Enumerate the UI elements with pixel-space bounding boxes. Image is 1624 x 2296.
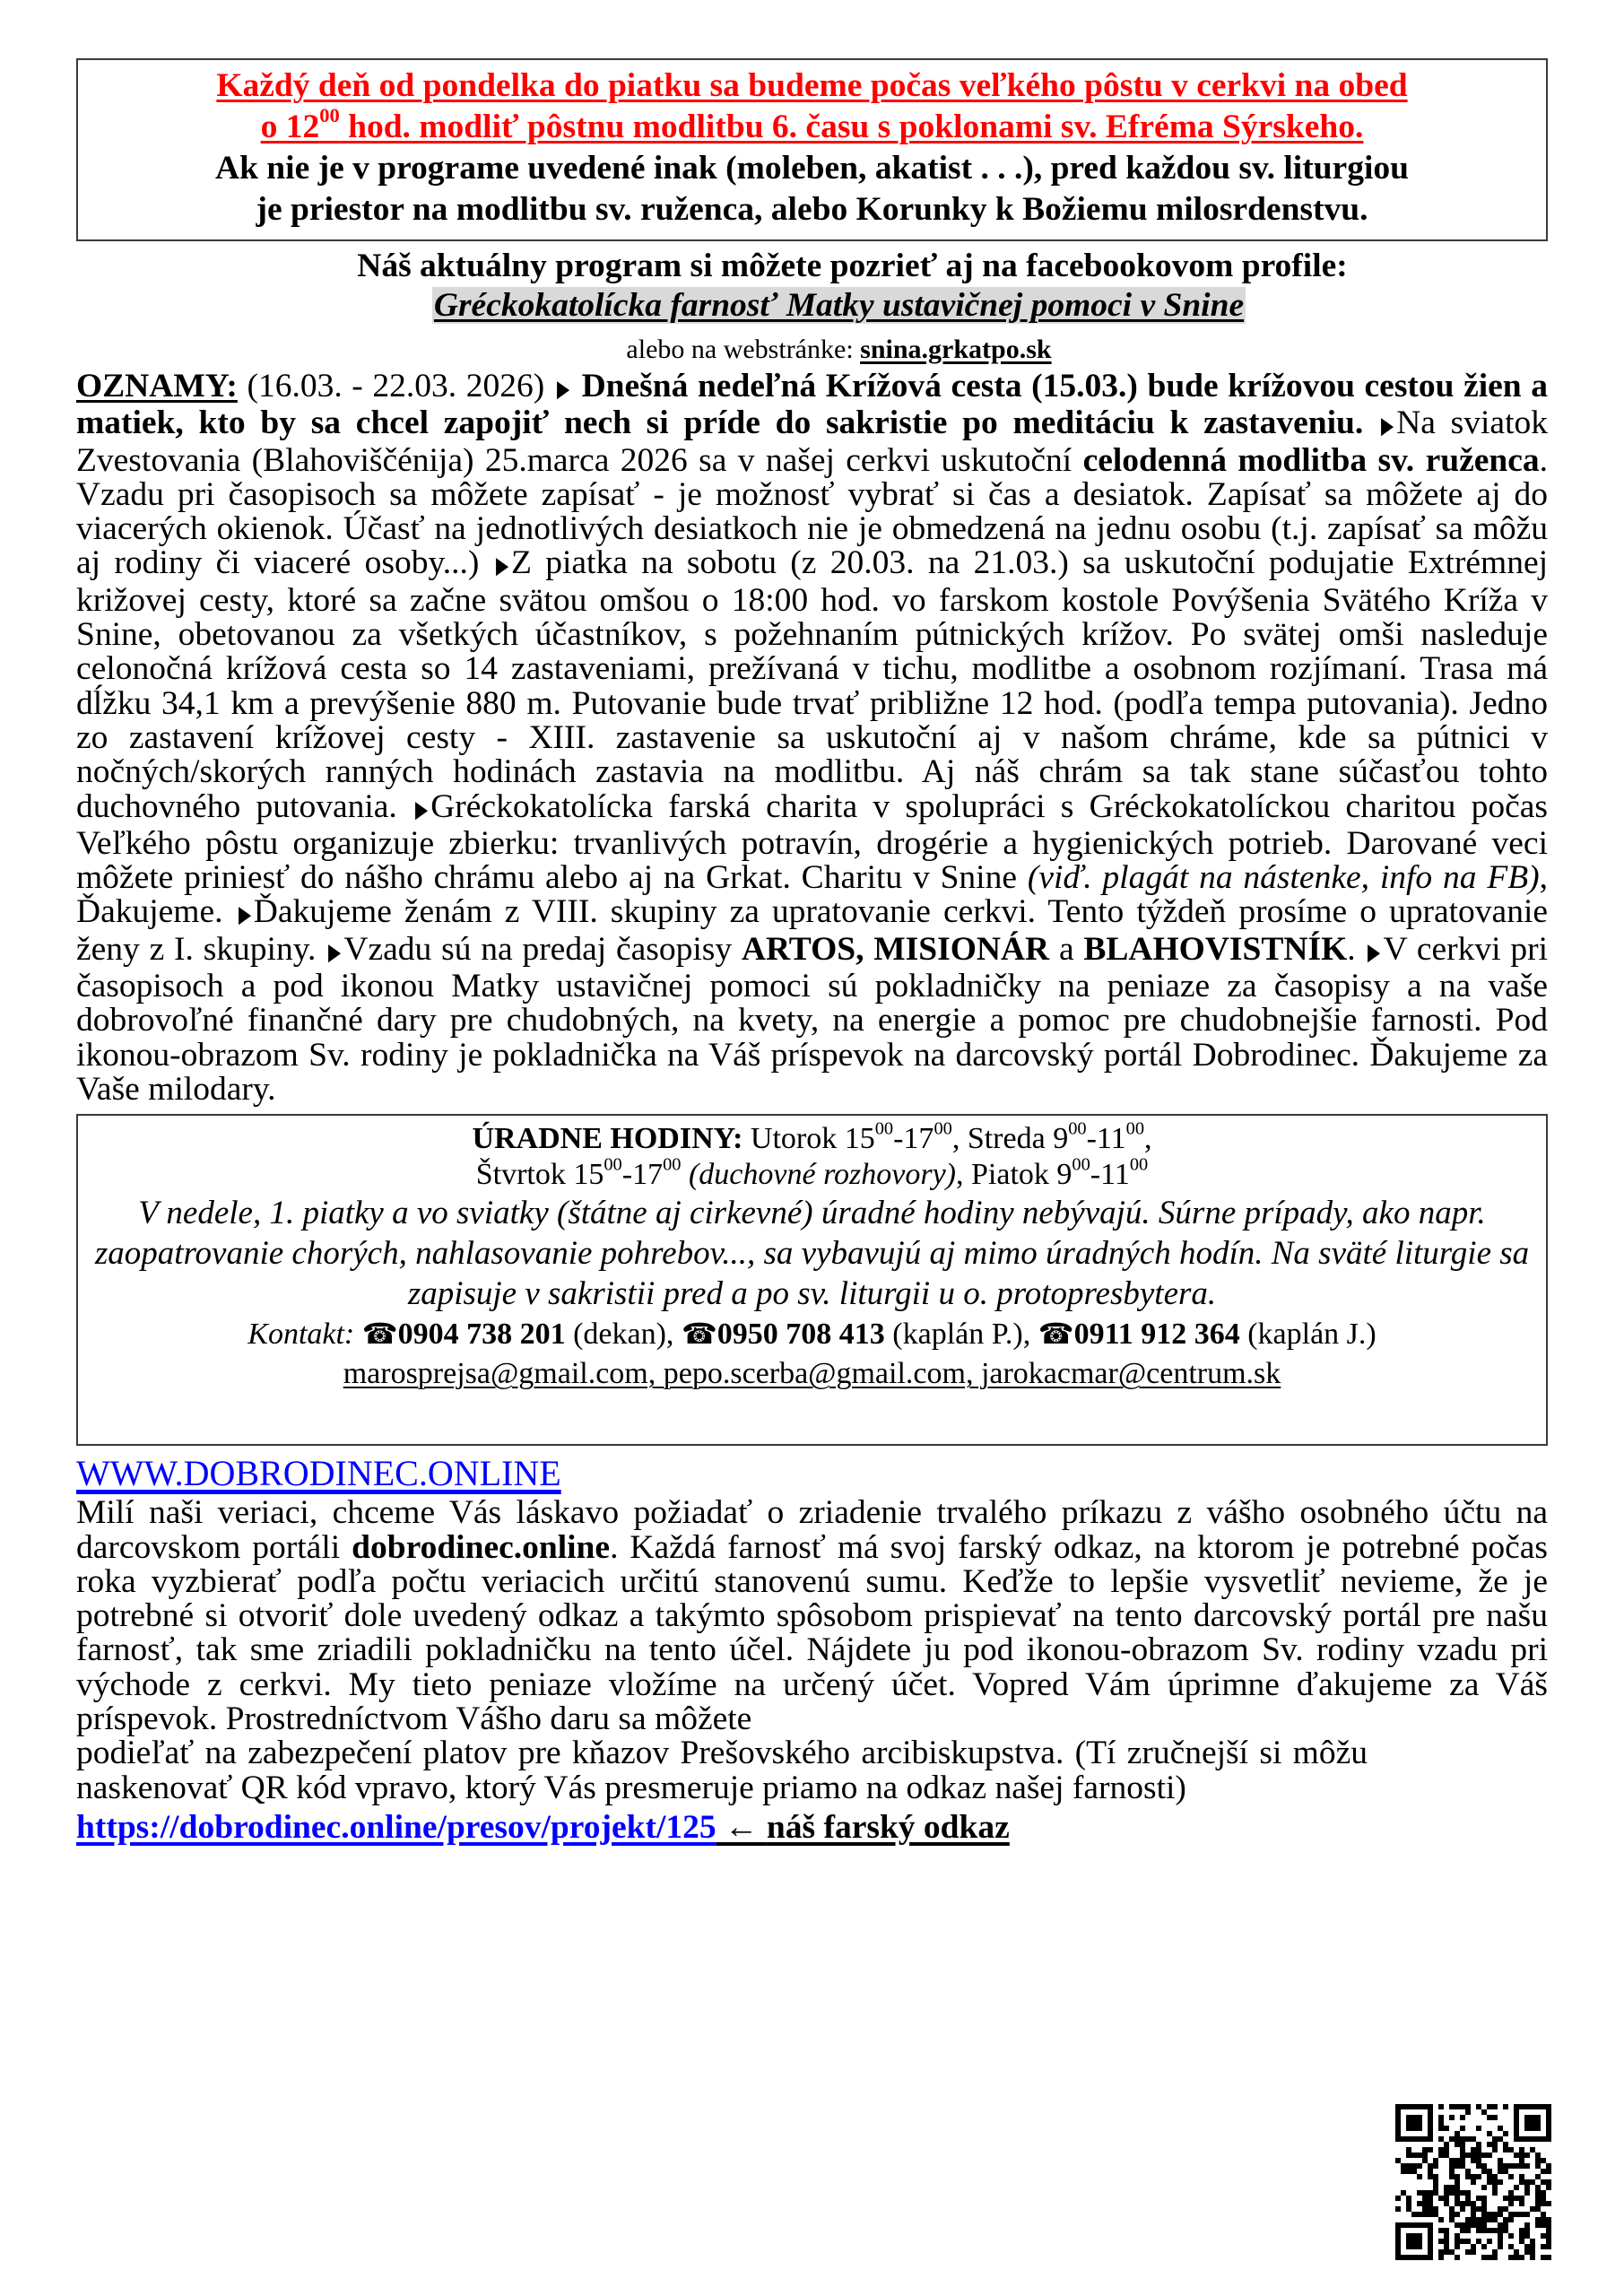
notice-black-line-1: Ak nie je v programe uvedené inak (moleben, akatist . . .), pred každou sv. liturgiou: [215, 150, 1409, 187]
office-hours-line-1: ÚRADNE HODINY: Utorok $15^{00}-17^{00}$, Streda $9^{00}-11^{00}$,: [472, 1118, 1152, 1156]
qr-finder-bottom-left: [1395, 2222, 1433, 2260]
bullet-icon: ▶: [415, 796, 429, 822]
bullet-icon: ▶: [556, 376, 569, 402]
office-hours-note: V nedele, 1. piatky a vo sviatky (štátne aj cirkevné) úradné hodiny nebývajú. Súrne prípady, ako napr. zaopatrovanie chorých, nahlasovanie pohrebov..., sa vybavujú aj mimo úradných hodín. Na sväté liturgie sa zapisuje v sakristii pred a po sv. liturgii u o. protopresbytera.: [94, 1195, 1530, 1313]
phone-icon: ☎: [681, 1318, 717, 1351]
announcement-stations-cross: Dnešná nedeľná Krížová cesta (15.03.) bude krížovou cestou žien a matiek, kto by sa chcel zapojiť nech si príde do sakristie po meditáciu k zastaveniu.: [76, 368, 1548, 442]
announcement-collection-boxes: V cerkvi pri časopisoch a pod ikonou Matky ustavičnej pomoci sú pokladničky na peniaze za časopisy a na vaše dobrovoľné finančné dary pre chudobných, na kvety, na energie a pomoc pre chudobnejšie farnosti. Pod ikonou-obrazom Sv. rodiny je pokladnička na Váš príspevok na darcovský portál Dobrodinec. Ďakujeme za Vaše milodary.: [76, 930, 1548, 1108]
bullet-icon: ▶: [495, 552, 508, 579]
dobrodinec-heading-link[interactable]: WWW.DOBRODINEC.ONLINE: [76, 1453, 561, 1494]
qr-code[interactable]: [1395, 2104, 1551, 2260]
announcement-extreme-way-of-cross: Z piatka na sobotu (z 20.03. na 21.03.) sa uskutoční podujatie Extrémnej križovej cesty, ktoré sa začne svätou omšou o 18:00 hod. vo farskom kostole Povýšenia Svätého Kríža v Snine, obetovanou za všetkých účastníkov, s požehnaním pútnických krížov. Po svätej omši nasleduje celonočná krížová cesta so 14 zastaveniami, prežívaná v tichu, modlitbe a osobnom rozjímaní. Trasa má dĺžku 34,1 km a prevýšenie 880 m. Putovanie bude trvať približne 12 hod. (podľa tempa putovania). Jedno zo zastavení krížovej cesty - XIII. zastavenie sa uskutoční aj v našom chráme, kde sa pútnici v nočných/skorých ranných hodinách zastavia na modlitbu. Aj náš chrám sa tak stane súčasťou tohto duchovného putovania.: [76, 544, 1549, 825]
announcements-label: OZNAMY:: [76, 368, 238, 404]
facebook-profile-link[interactable]: Gréckokatolícka farnosť Matky ustavičnej pomoci v Snine: [433, 287, 1245, 324]
arrow-left-icon: ←: [716, 1808, 767, 1846]
bullet-icon: ▶: [1368, 938, 1381, 965]
website-link[interactable]: snina.grkatpo.sk: [860, 335, 1052, 364]
website-line: alebo na webstránke: snina.grkatpo.sk: [626, 335, 1052, 364]
contact-emails[interactable]: marosprejsa@gmail.com, pepo.scerba@gmail.com, jarokacmar@centrum.sk: [343, 1357, 1281, 1391]
dobrodinec-text: Milí naši veriaci, chceme Vás láskavo požiadať o zriadenie trvalého príkazu z vášho osobného účtu na darcovskom portáli dobrodinec.online. Každá farnosť má svoj farský odkaz, na ktorom je potrebné počas roka vyzbierať podľa počtu veriacich určitú stanovenú sumu. Keďže to lepšie vysvetliť nevieme, že je potrebné si otvoriť dole uvedený odkaz a takýmto spôsobom prispievať na tento darcovský portál pre našu farnosť, tak sme zriadili pokladničku na tento účel. Nájdete ju pod ikonou-obrazom Sv. rodiny vzadu pri východe z cerkvi. My tieto peniaze vložíme na určený účet. Vopred Vám úprimne ďakujeme za Váš príspevok. Prostredníctvom Vášho daru sa môžete: [76, 1494, 1548, 1738]
phone-dekan[interactable]: 0904 738 201: [397, 1318, 566, 1352]
facebook-title: Náš aktuálny program si môžete pozrieť aj na facebookovom profile:: [357, 248, 1348, 284]
office-hours-line-2: Štvrtok $15^{00}-17^{00}$ (duchovné rozhovory), Piatok $9^{00}-11^{00}$: [475, 1154, 1149, 1192]
qr-finder-top-right: [1514, 2104, 1551, 2142]
notice-black-line-2: je priestor na modlitbu sv. ruženca, alebo Korunky k Božiemu milosrdenstvu.: [256, 191, 1368, 228]
bullet-icon: ▶: [238, 901, 251, 928]
announcements: [76, 370, 1548, 1107]
announcement-magazines: Vzadu sú na predaj časopisy ARTOS, MISIONÁR a BLAHOVISTNÍK.: [343, 930, 1356, 968]
contact-line: Kontakt: ☎0904 738 201 (dekan), ☎0950 708 413 (kaplán P.), ☎0911 912 364 (kaplán J.): [248, 1318, 1376, 1352]
phone-kaplan-j[interactable]: 0911 912 364: [1073, 1318, 1240, 1352]
announcement-cleaning: Ďakujeme ženám z VIII. skupiny za upratovanie cerkvi. Tento týždeň prosíme o upratovanie ženy z I. skupiny.: [76, 893, 1549, 968]
announcement-rosary: Na sviatok Zvestovania (Blahoviščénija) 25.marca 2026 sa v našej cerkvi uskutoční celodenná modlitba sv. ruženca. Vzadu pri časopisoch sa môžete zapísať - je možnosť vybrať si čas a desiatok. Zapísať sa môžete aj do viacerých okienok. Účasť na jednotlivých desiatkoch nie je obmedzená na jednu osobu (t.j. zapísať sa môžu aj rodiny či viaceré osoby...): [76, 404, 1548, 582]
announcement-charity: Gréckokatolícka farská charita v spolupráci s Gréckokatolíckou charitou počas Veľkého pôstu organizuje zbierku: trvanlivých potravín, drogérie a hygienických potrieb. Darované veci môžete priniesť do nášho chrámu alebo aj na Grkat. Charitu v Snine (viď. plagát na nástenke, info na FB), Ďakujeme.: [76, 787, 1548, 931]
phone-kaplan-p[interactable]: 0950 708 413: [716, 1318, 885, 1352]
parish-link-caption: náš farský odkaz: [766, 1808, 1010, 1846]
phone-icon: ☎: [1038, 1318, 1074, 1351]
qr-finder-top-left: [1395, 2104, 1433, 2142]
notice-red-line-1: Každý deň od pondelka do piatku sa budeme počas veľkého pôstu v cerkvi na obed: [216, 67, 1408, 104]
parish-donation-link[interactable]: https://dobrodinec.online/presov/projekt/125: [76, 1808, 716, 1846]
contact-label: Kontakt:: [248, 1318, 355, 1352]
lent-prayer-notice-box: [76, 58, 1548, 241]
bullet-icon: ▶: [1381, 413, 1394, 439]
office-hours-box: [76, 1114, 1548, 1446]
parish-link-line: [76, 1807, 1548, 1848]
notice-red-line-2: o $12^{00}$ hod. modliť pôstnu modlitbu 6. času s poklonami sv. Efréma Sýrskeho.: [260, 104, 1364, 145]
dobrodinec-text-tail: podieľať na zabezpečení platov pre kňazov Prešovského arcibiskupstva. (Tí zručnejší si môžu naskenovať QR kód vpravo, ktorý Vás presmeruje priamo na odkaz našej farnosti): [76, 1735, 1368, 1806]
bulletin-page: [76, 58, 1548, 1848]
phone-icon: ☎: [361, 1318, 398, 1351]
announcements-date-range: (16.03. - 22.03. 2026): [237, 368, 554, 404]
bullet-icon: ▶: [328, 938, 342, 965]
